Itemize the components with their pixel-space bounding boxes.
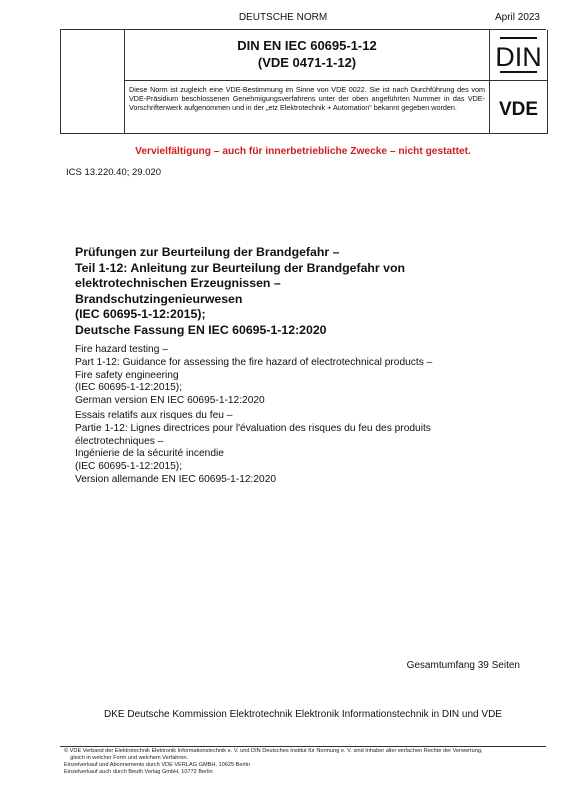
- french-title-line: Partie 1-12: Lignes directrices pour l'évaluation des risques du feu des produits: [75, 422, 431, 434]
- english-title-line: (IEC 60695-1-12:2015);: [75, 382, 183, 394]
- vde-logo: [490, 81, 547, 133]
- english-title-line: German version EN IEC 60695-1-12:2020: [75, 395, 265, 407]
- ics-code: ICS 13.220.40; 29.020: [66, 167, 162, 178]
- english-title: [75, 344, 535, 408]
- din-logo: [490, 30, 547, 80]
- norm-label: DEUTSCHE NORM: [238, 12, 328, 23]
- german-title-line: Prüfungen zur Beurteilung der Brandgefahr –: [75, 245, 340, 259]
- german-title-line: Brandschutzingenieurwesen: [75, 291, 243, 306]
- german-title-line: Deutsche Fassung EN IEC 60695-1-12:2020: [75, 322, 327, 337]
- french-title-line: Essais relatifs aux risques du feu –: [75, 410, 233, 421]
- header-empty-cell: [61, 30, 125, 133]
- footer-line: Einzelverkauf und Abonnements durch VDE VERLAG GMBH, 10625 Berlin: [64, 762, 250, 768]
- vde-number: (VDE 0471-1-12): [257, 55, 357, 70]
- total-pages: Gesamtumfang 39 Seiten: [406, 660, 520, 671]
- english-title-line: Part 1-12: Guidance for assessing the fire hazard of electrotechnical products –: [75, 356, 433, 368]
- english-title-line: Fire safety engineering: [75, 369, 179, 381]
- footer-line: Einzelverkauf auch durch Beuth Verlag GmbH, 10772 Berlin: [64, 769, 213, 775]
- english-title-line: Fire hazard testing –: [75, 344, 168, 355]
- german-title-line: elektrotechnischen Erzeugnissen –: [75, 276, 281, 290]
- vde-logo-cell: [490, 81, 547, 133]
- din-logo-cell: [490, 30, 547, 81]
- vde-statement: Diese Norm ist zugleich eine VDE-Bestimmung im Sinne von VDE 0022. Sie ist nach Durchführung des vom VDE-Präsidium beschlossenen Genehmigungsverfahrens unter der oben angeführten Nummer in das VDE-Vorschriftenwerk aufgenommen und in der „etz Elektrotechnik + Automation“ bekannt gegeben worden.: [129, 85, 485, 112]
- french-title-line: électrotechniques –: [75, 435, 164, 447]
- bottom-divider: [60, 746, 546, 747]
- dke-line: DKE Deutsche Kommission Elektrotechnik Elektronik Informationstechnik in DIN und VDE: [104, 709, 502, 720]
- copyright-footer: [64, 748, 554, 776]
- german-title: [75, 245, 505, 338]
- header-box: [60, 30, 548, 134]
- german-title-line: Teil 1-12: Anleitung zur Beurteilung der Brandgefahr von: [75, 260, 405, 275]
- reproduction-warning: Vervielfältigung – auch für innerbetriebliche Zwecke – nicht gestattet.: [135, 146, 471, 157]
- standard-number: DIN EN IEC 60695-1-12: [237, 38, 377, 53]
- footer-line: gleich in welcher Form und welchem Verfahren.: [64, 755, 189, 761]
- french-title-line: Ingénierie de la sécurité incendie: [75, 448, 224, 460]
- footer-line: © VDE Verband der Elektrotechnik Elektronik Informationstechnik e. V. und DIN Deutsches Institut für Normung e. V. sind Inhaber aller einfachen Rechte der Verwertung,: [64, 748, 483, 754]
- vde-statement-cell: [125, 81, 490, 133]
- vde-logo-text: VDE: [498, 99, 539, 120]
- din-logo-text: DIN: [495, 42, 542, 72]
- standard-title-cell: [125, 30, 490, 81]
- publication-date: April 2023: [494, 12, 540, 23]
- french-title-line: (IEC 60695-1-12:2015);: [75, 461, 183, 473]
- french-title: [75, 410, 535, 487]
- german-title-line: (IEC 60695-1-12:2015);: [75, 307, 206, 321]
- french-title-line: Version allemande EN IEC 60695-1-12:2020: [75, 473, 277, 485]
